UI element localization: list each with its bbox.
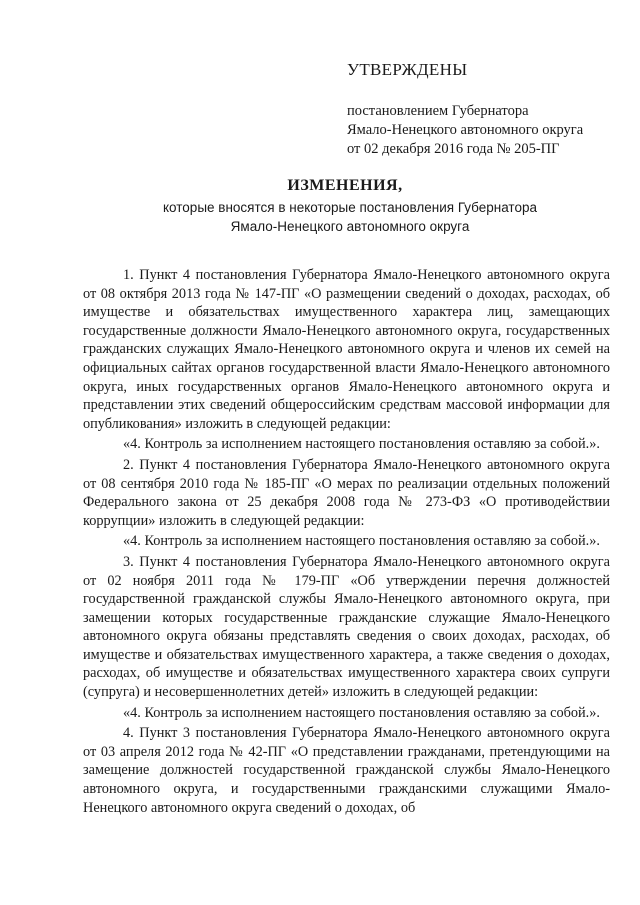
- title-block: [0, 177, 640, 236]
- paragraph-2: 2. Пункт 4 постановления Губернатора Ямало-Ненецкого автономного округа от 08 сентября 2010 года № 185-ПГ «О мерах по реализации отдельных положений Федерального закона от 25 декабря 2008 года № 273-ФЗ «О противодействии коррупции» изложить в следующей редакции:: [83, 456, 610, 529]
- document-subtitle: которые вносятся в некоторые постановления Губернатора: [163, 200, 537, 215]
- document-body: [83, 266, 610, 819]
- paragraph-3: 3. Пункт 4 постановления Губернатора Ямало-Ненецкого автономного округа от 02 ноября 2011 года № 179-ПГ «Об утверждении перечня должностей государственной гражданской службы Ямало-Ненецкого автономного округа, при замещении которых государственные гражданские служащие Ямало-Ненецкого автономного округа обязаны представлять сведения о своих доходах, расходах, об имуществе и обязательствах имущественного характера, а также сведения о доходах, расходах, об имуществе и обязательствах имущественного характера своих супруги (супруга) и несовершеннолетних детей» изложить в следующей редакции:: [83, 553, 610, 701]
- paragraph-control-3: «4. Контроль за исполнением настоящего постановления оставляю за собой.».: [123, 704, 600, 721]
- approval-line: Ямало-Ненецкого автономного округа: [347, 122, 584, 138]
- paragraph-control-1: «4. Контроль за исполнением настоящего постановления оставляю за собой.».: [123, 436, 600, 453]
- paragraph-control-2: «4. Контроль за исполнением настоящего постановления оставляю за собой.».: [123, 533, 600, 550]
- paragraph-1: 1. Пункт 4 постановления Губернатора Ямало-Ненецкого автономного округа от 08 октября 2013 года № 147-ПГ «О размещении сведений о доходах, расходах, об имуществе и обязательствах имущественного характера лиц, замещающих государственные должности Ямало-Ненецкого автономного округа, государственных гражданских служащих Ямало-Ненецкого автономного округа и членов их семей на официальных сайтах органов государственной власти Ямало-Ненецкого автономного округа, иных государственных органов Ямало-Ненецкого автономного округа и представлении этих сведений общероссийским средствам массовой информации для опубликования» изложить в следующей редакции:: [83, 267, 610, 432]
- paragraph-4: 4. Пункт 3 постановления Губернатора Ямало-Ненецкого автономного округа от 03 апреля 2012 года № 42-ПГ «О представлении гражданами, претендующими на замещение должностей государственной гражданской службы Ямало-Ненецкого автономного округа, и государственными гражданскими служащими Ямало-Ненецкого автономного округа сведений о доходах, об: [83, 725, 610, 816]
- approval-block: [347, 60, 627, 159]
- approval-line: постановлением Губернатора: [347, 103, 529, 119]
- approval-line: от 02 декабря 2016 года № 205-ПГ: [347, 141, 560, 157]
- document-subtitle: Ямало-Ненецкого автономного округа: [230, 219, 470, 234]
- approval-heading: УТВЕРЖДЕНЫ: [347, 60, 468, 79]
- document-title: ИЗМЕНЕНИЯ,: [287, 177, 403, 194]
